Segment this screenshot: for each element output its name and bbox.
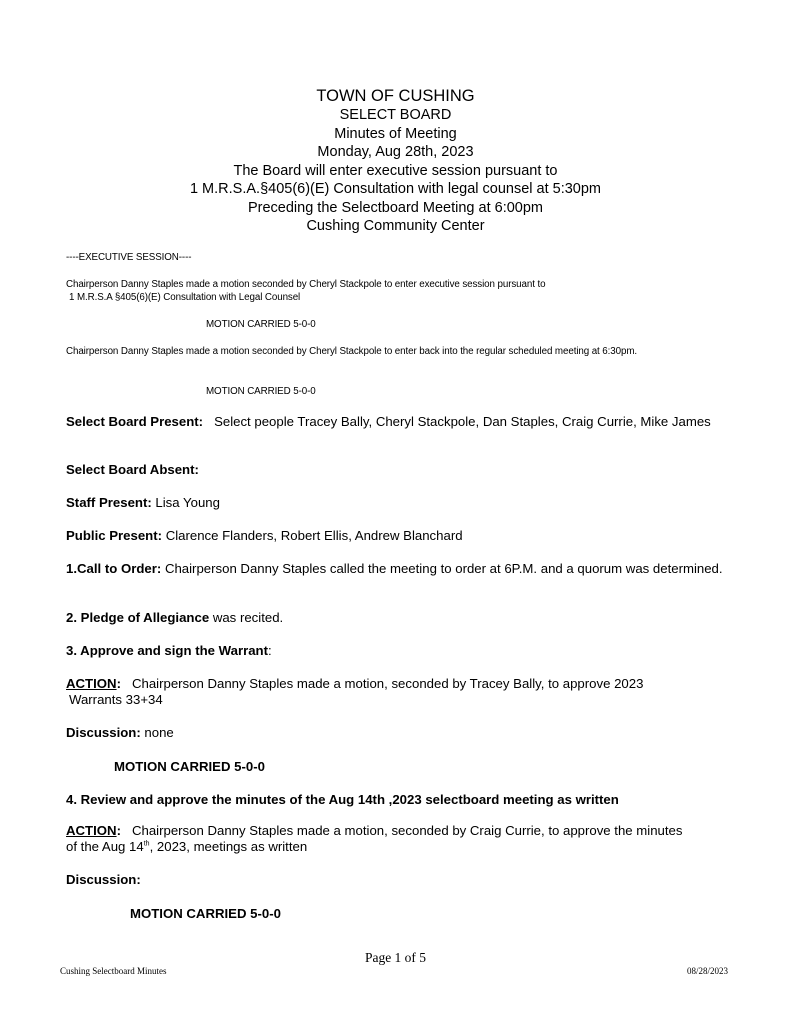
- minutes-action-line-1: Chairperson Danny Staples made a motion, seconded by Craig Currie, to approve the minutes: [131, 823, 683, 838]
- exec-motion-1-line-2: 1 M.R.S.A §405(6)(E) Consultation with Legal Counsel: [69, 291, 301, 303]
- minutes-action: [66, 823, 736, 854]
- executive-session-heading: ----EXECUTIVE SESSION----: [66, 252, 192, 263]
- public-value: Clarence Flanders, Robert Ellis, Andrew Blanchard: [165, 528, 463, 543]
- warrant-action-line-2: Warrants 33+34: [69, 691, 163, 707]
- warrant-heading: [66, 643, 736, 659]
- document-type: Minutes of Meeting: [334, 125, 457, 142]
- pledge-text: was recited.: [212, 610, 284, 625]
- pledge-of-allegiance: [66, 610, 736, 626]
- call-to-order: [66, 561, 736, 577]
- call-text: Chairperson Danny Staples called the meeting to order at 6P.M. and a quorum was determined.: [164, 561, 723, 576]
- exec-motion-1-line-1: Chairperson Danny Staples made a motion seconded by Cheryl Stackpole to enter executive session pursuant to: [66, 279, 546, 290]
- warrant-label: 3. Approve and sign the Warrant: [66, 643, 268, 658]
- discussion-value: none: [144, 725, 174, 740]
- present-value: Select people Tracey Bally, Cheryl Stackpole, Dan Staples, Craig Currie, Mike James: [214, 414, 711, 429]
- minutes-action-label: ACTION: [66, 823, 117, 838]
- staff-value: Lisa Young: [155, 495, 220, 510]
- warrant-motion-result: MOTION CARRIED 5-0-0: [114, 759, 265, 774]
- pledge-label: 2. Pledge of Allegiance: [66, 610, 210, 625]
- call-label: 1.Call to Order:: [66, 561, 162, 576]
- exec-motion-1-result: MOTION CARRIED 5-0-0: [206, 319, 316, 330]
- town-title: TOWN OF CUSHING: [316, 87, 475, 105]
- minutes-action-post: , 2023, meetings as written: [149, 838, 308, 854]
- public-present: [66, 528, 736, 544]
- page-number: Page 1 of 5: [364, 950, 427, 965]
- document-header: [0, 86, 791, 236]
- warrant-colon: :: [268, 643, 272, 658]
- warrant-discussion: [66, 725, 736, 741]
- header-line-2: 1 M.R.S.A.§405(6)(E) Consultation with legal counsel at 5:30pm: [189, 181, 602, 197]
- board-name: SELECT BOARD: [339, 107, 452, 123]
- exec-motion-1: [66, 279, 736, 304]
- minutes-motion-result: MOTION CARRIED 5-0-0: [130, 906, 281, 921]
- minutes-discussion: Discussion:: [66, 872, 141, 887]
- minutes-action-sup: th: [143, 840, 150, 848]
- warrant-action-line-1: Chairperson Danny Staples made a motion, seconded by Tracey Bally, to approve 2023: [131, 676, 644, 691]
- footer-date: 08/28/2023: [686, 966, 728, 976]
- header-line-3: Preceding the Selectboard Meeting at 6:00pm: [247, 199, 544, 216]
- discussion-label: Discussion:: [66, 725, 141, 740]
- staff-label: Staff Present:: [66, 495, 152, 510]
- exec-motion-2-result: MOTION CARRIED 5-0-0: [206, 386, 316, 397]
- exec-motion-2: Chairperson Danny Staples made a motion seconded by Cheryl Stackpole to enter back into the regular scheduled meeting at 6:30pm.: [66, 346, 638, 357]
- public-label: Public Present:: [66, 528, 163, 543]
- action-label: ACTION: [66, 676, 117, 691]
- minutes-action-pre: of the Aug 14: [66, 838, 144, 854]
- select-board-present: [66, 414, 736, 430]
- warrant-action: [66, 676, 736, 707]
- header-line-1: The Board will enter executive session pursuant to: [233, 162, 558, 179]
- meeting-date: Monday, Aug 28th, 2023: [317, 144, 474, 160]
- select-board-absent: Select Board Absent:: [66, 462, 199, 477]
- minutes-heading: 4. Review and approve the minutes of the Aug 14th ,2023 selectboard meeting as written: [66, 792, 619, 807]
- present-label: Select Board Present:: [66, 414, 204, 429]
- action-colon: :: [116, 676, 121, 691]
- footer-document-name: Cushing Selectboard Minutes: [60, 966, 167, 976]
- staff-present: [66, 495, 736, 511]
- meeting-location: Cushing Community Center: [306, 218, 485, 234]
- minutes-action-colon: :: [116, 823, 121, 838]
- minutes-action-line-2: [66, 839, 736, 855]
